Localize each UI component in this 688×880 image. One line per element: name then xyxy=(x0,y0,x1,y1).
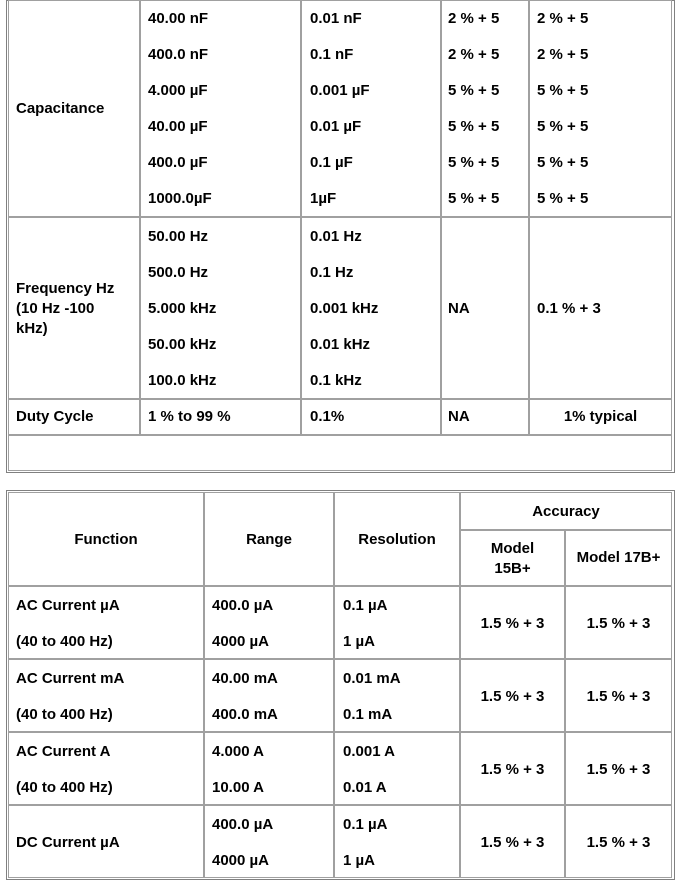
accuracy-15b: 1.5 % + 3 xyxy=(480,688,545,705)
frequency-label: (10 Hz -100 xyxy=(16,300,95,317)
frequency-accuracy-17b: 0.1 % + 3 xyxy=(537,300,601,317)
duty-cycle-accuracy-17b-cell xyxy=(529,399,672,435)
capacitance-resolution: 0.01 µF xyxy=(310,118,362,135)
duty-cycle-accuracy-15b: NA xyxy=(448,408,470,425)
capacitance-range: 400.0 nF xyxy=(148,46,209,63)
function-label: (40 to 400 Hz) xyxy=(16,633,113,650)
frequency-accuracy-17b-cell xyxy=(529,217,672,399)
ac-current-ma-range-cell xyxy=(204,659,334,732)
header-model-15b-cell xyxy=(460,530,565,586)
range-value: 4000 µA xyxy=(212,852,270,869)
resolution-value: 0.1 mA xyxy=(343,706,393,723)
ac-current-a-function-cell xyxy=(8,732,204,805)
duty-cycle-label: Duty Cycle xyxy=(16,408,94,425)
frequency-range: 50.00 Hz xyxy=(148,228,209,245)
frequency-resolution-cell xyxy=(301,217,441,399)
duty-cycle-range: 1 % to 99 % xyxy=(148,408,231,425)
function-label: DC Current µA xyxy=(16,834,120,851)
capacitance-accuracy-15b: 5 % + 5 xyxy=(448,82,500,99)
dc-current-ua-resolution-cell xyxy=(334,805,460,878)
range-value: 4000 µA xyxy=(212,633,270,650)
accuracy-15b: 1.5 % + 3 xyxy=(480,615,545,632)
frequency-range: 5.000 kHz xyxy=(148,300,217,317)
header-accuracy-cell xyxy=(460,492,672,530)
ac-current-ua-resolution-cell xyxy=(334,586,460,659)
frequency-range: 100.0 kHz xyxy=(148,372,217,389)
capacitance-range-cell xyxy=(140,0,301,217)
capacitance-accuracy-15b: 5 % + 5 xyxy=(448,190,500,207)
ac-current-ua-range-cell xyxy=(204,586,334,659)
ac-current-ua-function-cell xyxy=(8,586,204,659)
accuracy-15b: 1.5 % + 3 xyxy=(480,834,545,851)
header-range: Range xyxy=(246,531,292,548)
resolution-value: 0.01 A xyxy=(343,779,387,796)
capacitance-label: Capacitance xyxy=(16,100,105,117)
capacitance-accuracy-17b: 2 % + 5 xyxy=(537,46,589,63)
capacitance-accuracy-15b: 5 % + 5 xyxy=(448,118,500,135)
header-resolution-cell xyxy=(334,492,460,586)
accuracy-17b: 1.5 % + 3 xyxy=(586,761,651,778)
header-model-15b: 15B+ xyxy=(494,560,531,577)
duty-cycle-accuracy-15b-cell xyxy=(441,399,529,435)
capacitance-accuracy-17b: 5 % + 5 xyxy=(537,190,589,207)
accuracy-17b: 1.5 % + 3 xyxy=(586,688,651,705)
capacitance-resolution: 0.01 nF xyxy=(310,10,362,27)
function-label: (40 to 400 Hz) xyxy=(16,779,113,796)
range-value: 400.0 mA xyxy=(212,706,278,723)
frequency-label: kHz) xyxy=(16,320,48,337)
resolution-value: 0.001 A xyxy=(343,743,395,760)
capacitance-resolution: 1µF xyxy=(310,190,337,207)
function-label: AC Current A xyxy=(16,743,111,760)
capacitance-resolution: 0.1 µF xyxy=(310,154,353,171)
capacitance-range: 40.00 nF xyxy=(148,10,209,27)
range-value: 10.00 A xyxy=(212,779,264,796)
range-value: 400.0 µA xyxy=(212,597,274,614)
capacitance-accuracy-15b-cell xyxy=(441,0,529,217)
capacitance-resolution: 0.001 µF xyxy=(310,82,370,99)
function-label: AC Current mA xyxy=(16,670,125,687)
ac-current-ua-accuracy-17b-cell xyxy=(565,586,672,659)
duty-cycle-resolution-cell xyxy=(301,399,441,435)
accuracy-17b: 1.5 % + 3 xyxy=(586,615,651,632)
capacitance-accuracy-17b: 5 % + 5 xyxy=(537,118,589,135)
frequency-accuracy-15b: NA xyxy=(448,300,470,317)
capacitance-accuracy-17b-cell xyxy=(529,0,672,217)
resolution-value: 0.01 mA xyxy=(343,670,401,687)
capacitance-resolution-cell xyxy=(301,0,441,217)
dc-current-ua-function-cell xyxy=(8,805,204,878)
dc-current-ua-range-cell xyxy=(204,805,334,878)
empty-row xyxy=(8,435,672,471)
ac-current-ma-accuracy-15b-cell xyxy=(460,659,565,732)
frequency-resolution: 0.001 kHz xyxy=(310,300,379,317)
ac-current-ma-resolution-cell xyxy=(334,659,460,732)
accuracy-15b: 1.5 % + 3 xyxy=(480,761,545,778)
capacitance-accuracy-17b: 5 % + 5 xyxy=(537,82,589,99)
frequency-label: Frequency Hz xyxy=(16,280,115,297)
ac-current-a-accuracy-17b-cell xyxy=(565,732,672,805)
frequency-range: 500.0 Hz xyxy=(148,264,209,281)
capacitance-range: 1000.0µF xyxy=(148,190,212,207)
frequency-resolution: 0.01 Hz xyxy=(310,228,362,245)
resolution-value: 0.1 µA xyxy=(343,816,388,833)
capacitance-function-cell xyxy=(8,0,140,217)
frequency-resolution: 0.1 kHz xyxy=(310,372,362,389)
duty-cycle-resolution: 0.1% xyxy=(310,408,345,425)
capacitance-range: 400.0 µF xyxy=(148,154,208,171)
ac-current-ma-function-cell xyxy=(8,659,204,732)
frequency-range-cell xyxy=(140,217,301,399)
range-value: 4.000 A xyxy=(212,743,264,760)
header-range-cell xyxy=(204,492,334,586)
header-model-15b: Model xyxy=(490,540,535,557)
header-accuracy: Accuracy xyxy=(532,503,600,520)
capacitance-accuracy-17b: 5 % + 5 xyxy=(537,154,589,171)
duty-cycle-range-cell xyxy=(140,399,301,435)
range-value: 400.0 µA xyxy=(212,816,274,833)
capacitance-resolution: 0.1 nF xyxy=(310,46,354,63)
ac-current-a-resolution-cell xyxy=(334,732,460,805)
resolution-value: 1 µA xyxy=(343,852,375,869)
header-resolution: Resolution xyxy=(358,531,436,548)
header-function-cell xyxy=(8,492,204,586)
capacitance-accuracy-15b: 5 % + 5 xyxy=(448,154,500,171)
capacitance-range: 40.00 µF xyxy=(148,118,208,135)
ac-current-a-range-cell xyxy=(204,732,334,805)
range-value: 40.00 mA xyxy=(212,670,278,687)
duty-cycle-function-cell xyxy=(8,399,140,435)
frequency-accuracy-15b-cell xyxy=(441,217,529,399)
header-function: Function xyxy=(74,531,138,548)
capacitance-accuracy-15b: 2 % + 5 xyxy=(448,10,500,27)
accuracy-17b: 1.5 % + 3 xyxy=(586,834,651,851)
frequency-range: 50.00 kHz xyxy=(148,336,217,353)
frequency-resolution: 0.01 kHz xyxy=(310,336,371,353)
resolution-value: 1 µA xyxy=(343,633,375,650)
resolution-value: 0.1 µA xyxy=(343,597,388,614)
function-label: (40 to 400 Hz) xyxy=(16,706,113,723)
ac-current-a-accuracy-15b-cell xyxy=(460,732,565,805)
dc-current-ua-accuracy-17b-cell xyxy=(565,805,672,878)
frequency-function-cell xyxy=(8,217,140,399)
header-model-17b-cell xyxy=(565,530,672,586)
duty-cycle-accuracy-17b: 1% typical xyxy=(563,408,638,425)
frequency-resolution: 0.1 Hz xyxy=(310,264,354,281)
function-label: AC Current µA xyxy=(16,597,120,614)
capacitance-accuracy-15b: 2 % + 5 xyxy=(448,46,500,63)
capacitance-accuracy-17b: 2 % + 5 xyxy=(537,10,589,27)
capacitance-range: 4.000 µF xyxy=(148,82,208,99)
ac-current-ua-accuracy-15b-cell xyxy=(460,586,565,659)
ac-current-ma-accuracy-17b-cell xyxy=(565,659,672,732)
dc-current-ua-accuracy-15b-cell xyxy=(460,805,565,878)
header-model-17b: Model 17B+ xyxy=(576,549,661,566)
